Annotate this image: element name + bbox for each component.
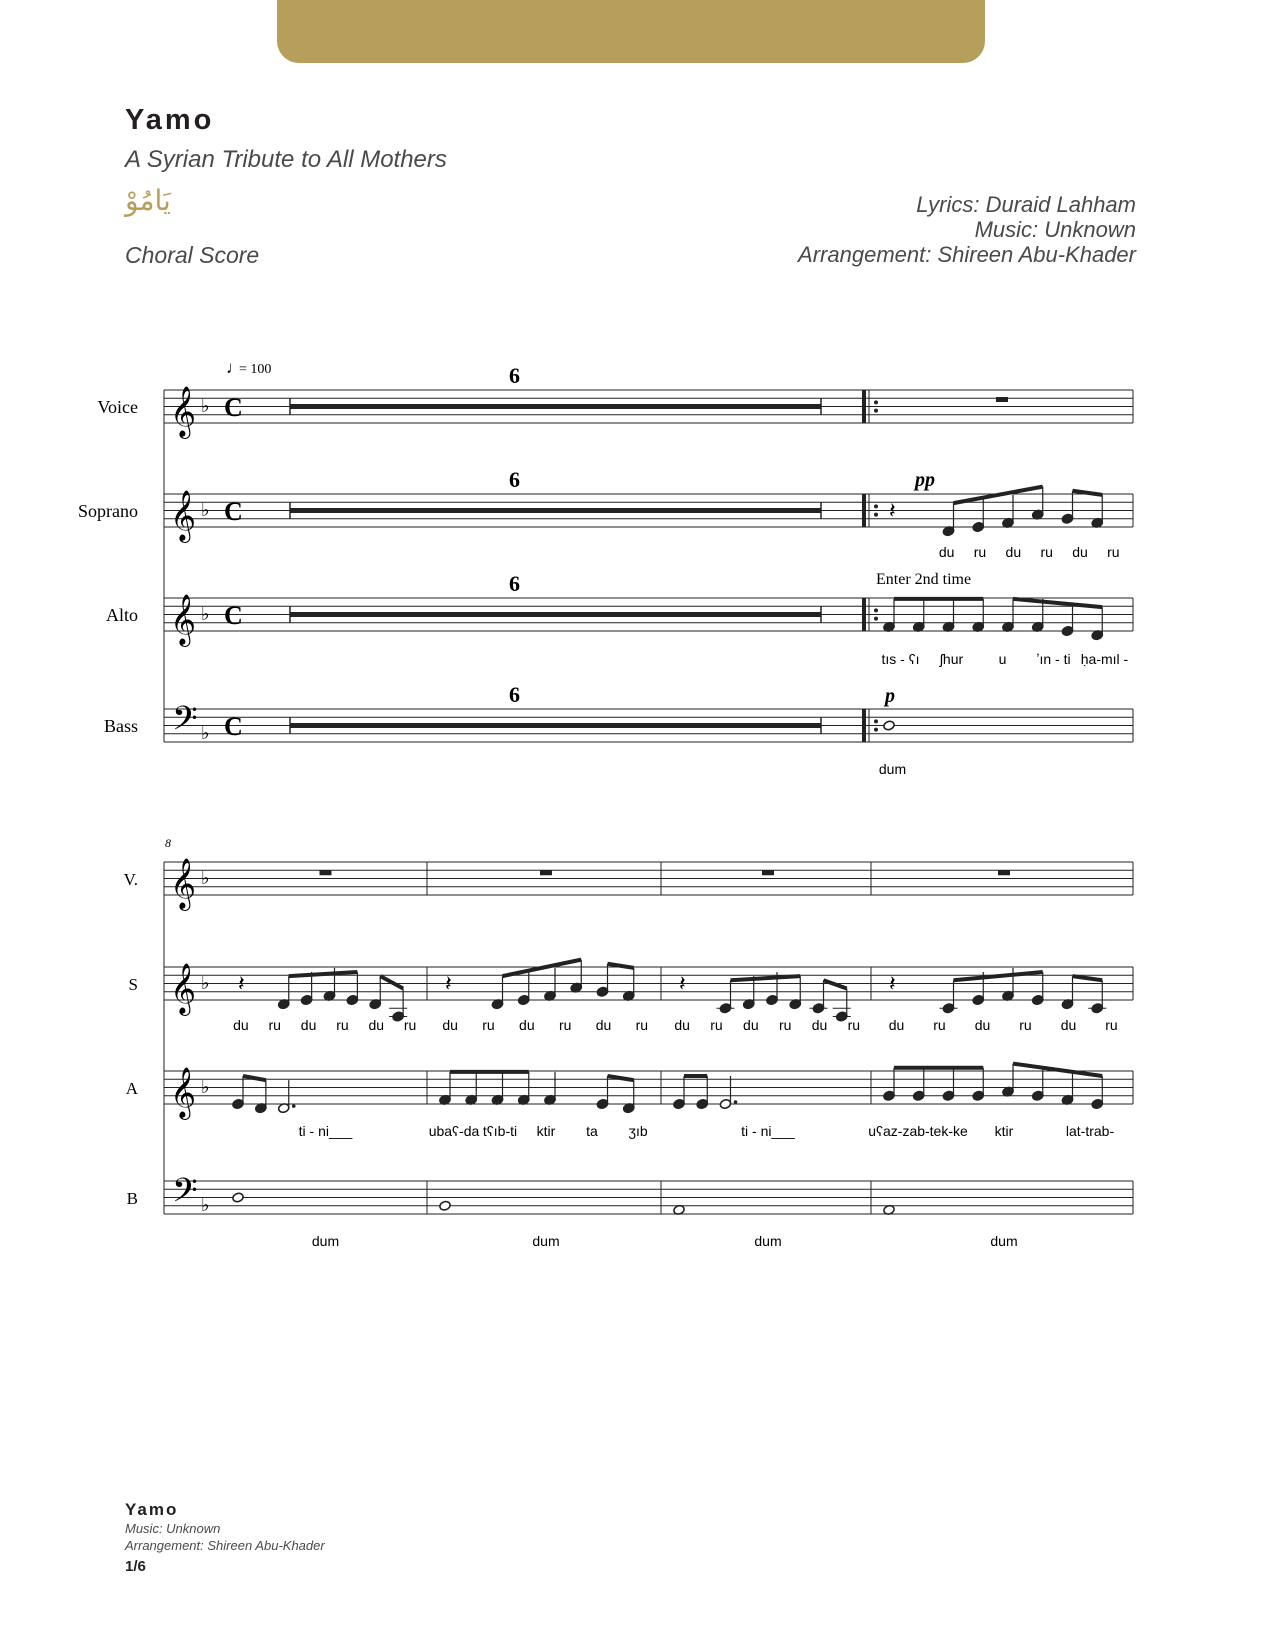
page-number: 1/6 (125, 1558, 146, 1575)
lyric-syllable: ru (268, 1017, 281, 1033)
notehead (719, 1003, 732, 1014)
notehead (232, 1098, 245, 1109)
lyric-syllable: du (974, 1017, 991, 1033)
notehead (1061, 625, 1074, 636)
lyric-syllable: du (519, 1017, 535, 1033)
quarter-rest-icon: 𝄽 (238, 971, 245, 996)
common-time-icon: C (224, 497, 243, 526)
treble-clef-icon: 𝄞 (170, 1068, 197, 1117)
lyric-syllable: dum (532, 1233, 560, 1249)
notehead (346, 994, 359, 1005)
multirest-bar (290, 723, 821, 728)
beam (954, 972, 1043, 980)
repeat-dot (874, 504, 878, 508)
bass-clef-icon: 𝄢 (172, 1172, 198, 1217)
beam (503, 960, 582, 977)
repeat-dot (874, 728, 878, 732)
notehead (942, 1090, 955, 1101)
part-name: Voice (97, 397, 138, 417)
lyric-syllable: du (1072, 544, 1088, 560)
tempo-marking: = 100 (239, 362, 272, 377)
whole-rest-icon (996, 397, 1008, 402)
notehead (835, 1011, 848, 1022)
notehead (1091, 1098, 1104, 1109)
notehead (912, 1090, 925, 1101)
notehead (883, 720, 896, 731)
measure-number: 8 (165, 836, 171, 850)
lyric-syllable: ru (933, 1017, 946, 1033)
music-credit: Music: Unknown (974, 217, 1136, 242)
lyric-syllable: ta (586, 1123, 598, 1139)
notehead (517, 994, 530, 1005)
lyric-syllable: du (233, 1017, 249, 1033)
lyric-syllable: ru (847, 1017, 861, 1033)
notehead (812, 1003, 825, 1014)
flat-icon: ♭ (201, 1195, 210, 1215)
notehead (232, 1192, 245, 1203)
lyric-syllable: tıs - ʕı (881, 651, 920, 667)
flat-icon: ♭ (201, 723, 210, 743)
repeat-dot (874, 513, 878, 517)
arabic-title: يَامُوْ (125, 184, 171, 217)
lyric-syllable: ktir (536, 1123, 556, 1139)
lyric-syllable: du (1060, 1017, 1077, 1033)
subtitle: A Syrian Tribute to All Mothers (125, 146, 447, 173)
part-name: Soprano (78, 501, 138, 521)
whole-rest-icon (540, 870, 552, 875)
lyric-syllable: du (674, 1017, 690, 1033)
common-time-icon: C (224, 712, 243, 741)
flat-icon: ♭ (201, 500, 210, 520)
repeat-dot (874, 409, 878, 413)
lyric-syllable: dum (878, 761, 907, 777)
page-title: Yamo (125, 104, 215, 136)
lyric-syllable: lat-trab- (1065, 1123, 1115, 1139)
repeat-dot (874, 719, 878, 723)
repeat-dot (874, 617, 878, 621)
flat-icon: ♭ (201, 973, 210, 993)
part-name: V. (123, 870, 138, 889)
beam (1073, 976, 1103, 980)
dot (292, 1104, 296, 1108)
multirest-bar (290, 404, 821, 409)
notehead (766, 994, 779, 1005)
lyric-syllable: du (368, 1017, 385, 1033)
notehead (1031, 1090, 1044, 1101)
notehead (596, 986, 609, 997)
notehead (972, 994, 985, 1005)
lyric-syllable: ḥa-mıl - (1080, 651, 1129, 667)
part-name: S (128, 975, 138, 994)
notehead (719, 1098, 732, 1109)
beam (954, 487, 1043, 504)
part-name: A (125, 1079, 138, 1098)
treble-clef-icon: 𝄞 (170, 491, 197, 540)
lyric-syllable: ru (635, 1017, 649, 1033)
multirest-count: 6 (509, 571, 520, 596)
footer-music: Music: Unknown (125, 1521, 221, 1536)
lyric-syllable: du (300, 1017, 317, 1033)
quarter-rest-icon: 𝄽 (889, 498, 896, 523)
dot (734, 1100, 738, 1104)
lyric-syllable: dum (754, 1233, 782, 1249)
notehead (883, 1090, 896, 1101)
direction-text: Enter 2nd time (876, 571, 972, 588)
notehead (596, 1098, 609, 1109)
repeat-barline (862, 709, 866, 742)
lyric-syllable: du (811, 1017, 828, 1033)
lyric-syllable: ru (558, 1017, 572, 1033)
lyric-syllable: du (1005, 544, 1022, 560)
multirest-bar (290, 508, 821, 513)
beam (824, 980, 847, 988)
repeat-barline (862, 598, 866, 631)
whole-rest-icon (320, 870, 332, 875)
lyric-syllable: ru (482, 1017, 495, 1033)
lyric-syllable: ʼın - ti (1036, 651, 1071, 667)
common-time-icon: C (224, 393, 243, 422)
beam (380, 976, 403, 988)
part-name: Alto (105, 605, 138, 625)
lyric-syllable: dum (311, 1233, 340, 1249)
beam (1013, 1064, 1102, 1076)
lyric-syllable: u (998, 651, 1007, 667)
lyric-syllable: ru (403, 1017, 417, 1033)
lyric-syllable: ru (1019, 1017, 1032, 1033)
lyric-syllable: ʒıb (628, 1123, 648, 1139)
treble-clef-icon: 𝄞 (170, 595, 197, 644)
flat-icon: ♭ (201, 396, 210, 416)
lyrics-credit: Lyrics: Duraid Lahham (916, 192, 1136, 217)
notehead (972, 521, 985, 532)
repeat-barline (862, 494, 866, 527)
treble-clef-icon: 𝄞 (170, 964, 197, 1013)
whole-rest-icon (998, 870, 1010, 875)
lyric-syllable: ubaʕ-da (428, 1123, 480, 1139)
notehead (1061, 513, 1074, 524)
lyric-syllable: ru (1105, 1017, 1118, 1033)
dynamic-p: p (885, 685, 895, 707)
common-time-icon: C (224, 601, 243, 630)
bass-clef-icon: 𝄢 (172, 700, 198, 745)
footer-title: Yamo (125, 1500, 179, 1519)
lyric-syllable: ru (336, 1017, 349, 1033)
lyric-syllable: ti - ni___ (741, 1123, 795, 1139)
lyric-syllable: du (595, 1017, 612, 1033)
notehead (1031, 994, 1044, 1005)
lyric-syllable: ru (1040, 544, 1053, 560)
lyric-syllable: ru (973, 544, 987, 560)
lyric-syllable: ru (710, 1017, 723, 1033)
notehead (300, 994, 313, 1005)
quarter-rest-icon: 𝄽 (445, 971, 452, 996)
multirest-count: 6 (509, 682, 520, 707)
repeat-dot (874, 608, 878, 612)
notehead (439, 1200, 452, 1211)
lyric-syllable: du (743, 1017, 759, 1033)
part-name: B (126, 1189, 138, 1208)
quarter-rest-icon: 𝄽 (679, 971, 686, 996)
score-type: Choral Score (125, 242, 260, 268)
quarter-rest-icon: 𝄽 (889, 971, 896, 996)
part-name: Bass (103, 716, 138, 736)
flat-icon: ♭ (201, 1077, 210, 1097)
notehead (1091, 1003, 1104, 1014)
lyric-syllable: uʕaz-zab-tek-ke (868, 1123, 968, 1139)
treble-clef-icon: 𝄞 (170, 859, 197, 908)
lyric-syllable: ru (778, 1017, 792, 1033)
lyric-syllable: ti - ni___ (298, 1123, 353, 1139)
treble-clef-icon: 𝄞 (170, 387, 197, 436)
lyric-syllable: tʕıb-ti (482, 1123, 518, 1139)
multirest-count: 6 (509, 467, 520, 492)
lyric-syllable: ru (1107, 544, 1120, 560)
beam (731, 976, 801, 980)
notehead (673, 1098, 686, 1109)
lyric-syllable: du (938, 544, 955, 560)
repeat-barline (862, 390, 866, 423)
notehead (972, 1090, 985, 1101)
multirest-count: 6 (509, 363, 520, 388)
footer-arrangement: Arrangement: Shireen Abu-Khader (125, 1538, 325, 1553)
quarter-note-icon: ♩ (226, 358, 243, 377)
lyric-syllable: ʃhur (939, 651, 964, 667)
notehead (696, 1098, 709, 1109)
arrangement-credit: Arrangement: Shireen Abu-Khader (798, 242, 1136, 267)
flat-icon: ♭ (201, 604, 210, 624)
lyric-syllable: du (888, 1017, 905, 1033)
repeat-dot (874, 400, 878, 404)
notehead (942, 1003, 955, 1014)
flat-icon: ♭ (201, 868, 210, 888)
whole-rest-icon (762, 870, 774, 875)
dynamic-pp: pp (915, 469, 935, 491)
lyric-syllable: ktir (994, 1123, 1014, 1139)
lyric-syllable: du (442, 1017, 458, 1033)
multirest-bar (290, 612, 821, 617)
lyric-syllable: dum (990, 1233, 1018, 1249)
notehead (392, 1011, 405, 1022)
